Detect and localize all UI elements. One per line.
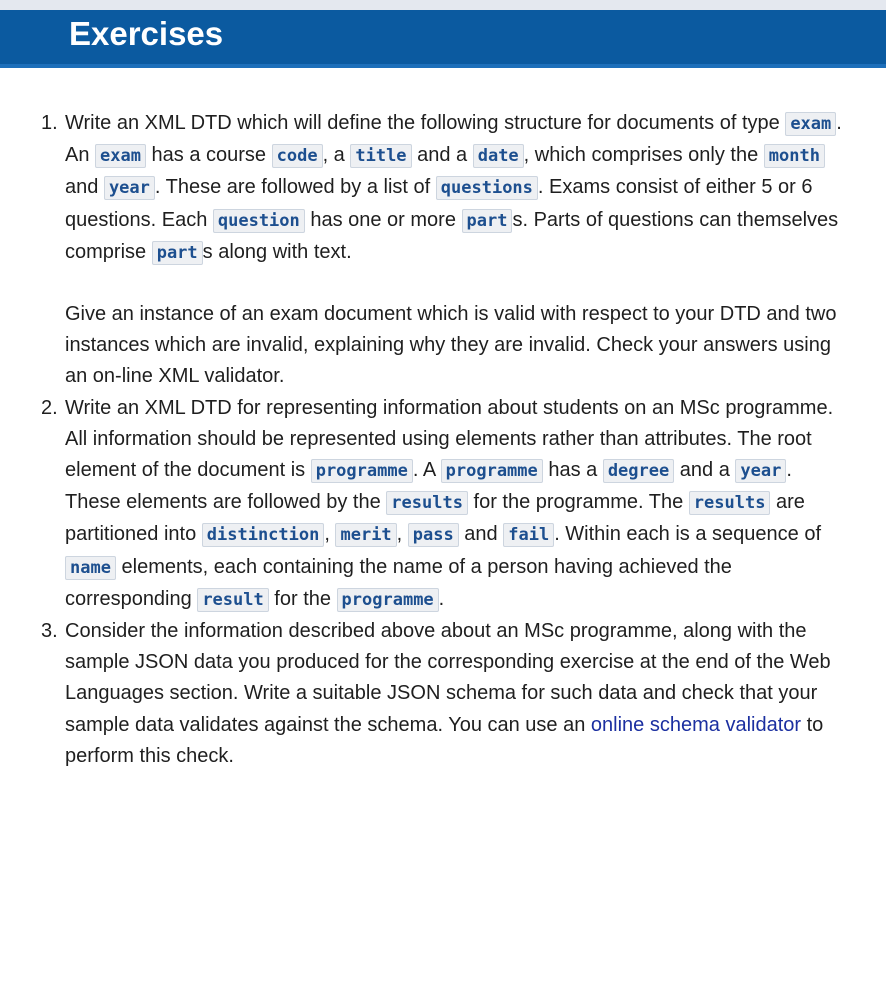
code-exam: exam (785, 112, 836, 136)
exercise-2-paragraph-1 (65, 393, 851, 616)
text: has a course (145, 144, 272, 167)
page-title: Exercises (69, 15, 224, 52)
text: . Exams consist of either 5 or 6 questions. Each (65, 176, 813, 231)
code-year: year (735, 459, 786, 483)
code-title: title (350, 144, 411, 168)
text: has one or more (304, 208, 462, 231)
exercise-3 (41, 616, 851, 772)
text: and a (411, 144, 473, 167)
text: has a (542, 459, 603, 482)
text: and a (674, 459, 736, 482)
text: , a (322, 144, 351, 167)
text: . A (412, 459, 441, 482)
text: Consider the information described above about an MSc programme, along with the sample JSON data you produced for the corresponding exercise at the end of the Web Languages section. Write a suitable JSON schema for such data and check that your sample data validates against the schema. You can use an (65, 620, 831, 736)
text: Write an XML DTD for representing information about students on an MSc programme. All information should be represented using elements rather than attributes. The root element of the document is (65, 396, 834, 482)
text: are partitioned into (65, 491, 805, 546)
text: . (438, 587, 445, 610)
code-question: question (213, 209, 305, 233)
code-date: date (473, 144, 524, 168)
text: . An (65, 112, 842, 167)
code-part: part (462, 209, 513, 233)
code-programme: programme (337, 588, 439, 612)
text: for the programme. The (467, 491, 689, 514)
text: , (324, 523, 336, 546)
text: and (458, 523, 504, 546)
text: . These elements are followed by the (65, 459, 792, 514)
text: , which comprises only the (523, 144, 764, 167)
exercise-list (0, 108, 851, 772)
text: s. Parts of questions can themselves comprise (65, 208, 839, 263)
code-results: results (386, 491, 468, 515)
online-schema-validator-link[interactable]: online schema validator (590, 713, 802, 736)
code-year: year (104, 176, 155, 200)
text: elements, each containing the name of a person having achieved the corresponding (65, 555, 732, 610)
code-degree: degree (603, 459, 674, 483)
exercise-number: 2. (41, 396, 58, 419)
code-part: part (152, 241, 203, 265)
text: and (65, 176, 104, 199)
exercise-2 (41, 393, 851, 616)
code-month: month (764, 144, 825, 168)
code-pass: pass (408, 523, 459, 547)
exercise-number: 3. (41, 620, 58, 643)
code-programme: programme (311, 459, 413, 483)
text: to perform this check. (65, 713, 824, 767)
code-result: result (197, 588, 268, 612)
text: s along with text. (202, 240, 352, 263)
text: , (396, 523, 408, 546)
code-merit: merit (335, 523, 396, 547)
code-questions: questions (436, 176, 538, 200)
code-code: code (272, 144, 323, 168)
text: for the (268, 587, 337, 610)
exercise-1-paragraph-2: Give an instance of an exam document which is valid with respect to your DTD and two instances which are invalid, explaining why they are invalid. Check your answers using an on-line XML validator. (65, 303, 837, 388)
code-fail: fail (503, 523, 554, 547)
code-exam: exam (95, 144, 146, 168)
exercise-number: 1. (41, 112, 58, 134)
exercise-1 (41, 108, 851, 393)
exercise-3-paragraph-1 (65, 616, 851, 772)
text: . These are followed by a list of (154, 176, 436, 199)
page-header (0, 0, 886, 68)
exercise-1-paragraph-1 (65, 108, 851, 269)
text: Write an XML DTD which will define the following structure for documents of type (65, 112, 786, 134)
code-distinction: distinction (202, 523, 325, 547)
text: . Within each is a sequence of (554, 523, 822, 546)
code-results: results (689, 491, 771, 515)
code-programme: programme (441, 459, 543, 483)
code-name: name (65, 556, 116, 580)
